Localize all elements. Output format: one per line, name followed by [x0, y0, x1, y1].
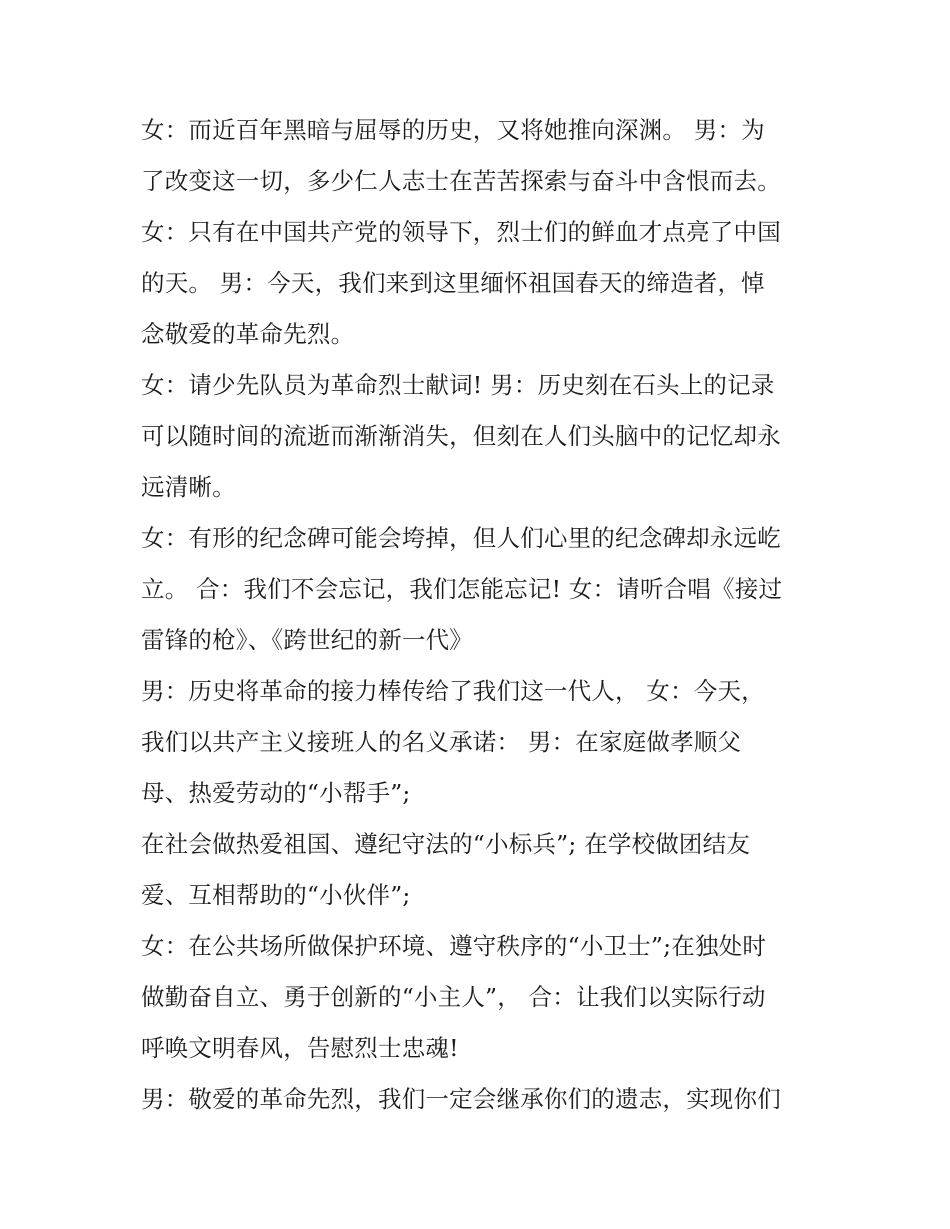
- text-line: 男：敬爱的革命先烈，我们一定会继承你们的遗志，实现你们: [141, 1085, 781, 1113]
- text-line: 女：请少先队员为革命烈士献词! 男：历史刻在石头上的记录: [141, 371, 775, 399]
- text-line: 雷锋的枪》、《跨世纪的新一代》: [141, 626, 473, 654]
- text-line: 女：而近百年黑暗与屈辱的历史，又将她推向深渊。 男：为: [141, 116, 765, 144]
- text-line: 远清晰。: [141, 473, 236, 501]
- text-line: 女：有形的纪念碑可能会垮掉，但人们心里的纪念碑却永远屹: [141, 524, 781, 552]
- text-line: 做勤奋自立、勇于创新的“小主人”， 合：让我们以实际行动: [141, 983, 766, 1011]
- text-line: 爱、互相帮助的“小伙伴”;: [141, 881, 411, 909]
- text-line: 的天。 男：今天，我们来到这里缅怀祖国春天的缔造者，悼: [141, 269, 765, 297]
- text-line: 念敬爱的革命先烈。: [141, 320, 355, 348]
- text-line: 母、热爱劳动的“小帮手”;: [141, 779, 411, 807]
- text-line: 了改变这一切，多少仁人志士在苦苦探索与奋斗中含恨而去。: [141, 167, 781, 195]
- document-body: [141, 105, 831, 1125]
- text-line: 男：历史将革命的接力棒传给了我们这一代人， 女：今天，: [141, 677, 765, 705]
- text-line: 在社会做热爱祖国、遵纪守法的“小标兵”; 在学校做团结友: [141, 830, 751, 858]
- text-line: 可以随时间的流逝而渐渐消失，但刻在人们头脑中的记忆却永: [141, 422, 781, 450]
- text-line: 我们以共产主义接班人的名义承诺： 男：在家庭做孝顺父: [141, 728, 742, 756]
- text-line: 女：只有在中国共产党的领导下，烈士们的鲜血才点亮了中国: [141, 218, 781, 246]
- text-line: 女：在公共场所做保护环境、遵守秩序的“小卫士”;在独处时: [141, 932, 767, 960]
- text-line: 呼唤文明春风，告慰烈士忠魂!: [141, 1034, 459, 1062]
- text-line: 立。 合：我们不会忘记，我们怎能忘记! 女：请听合唱《接过: [141, 575, 783, 603]
